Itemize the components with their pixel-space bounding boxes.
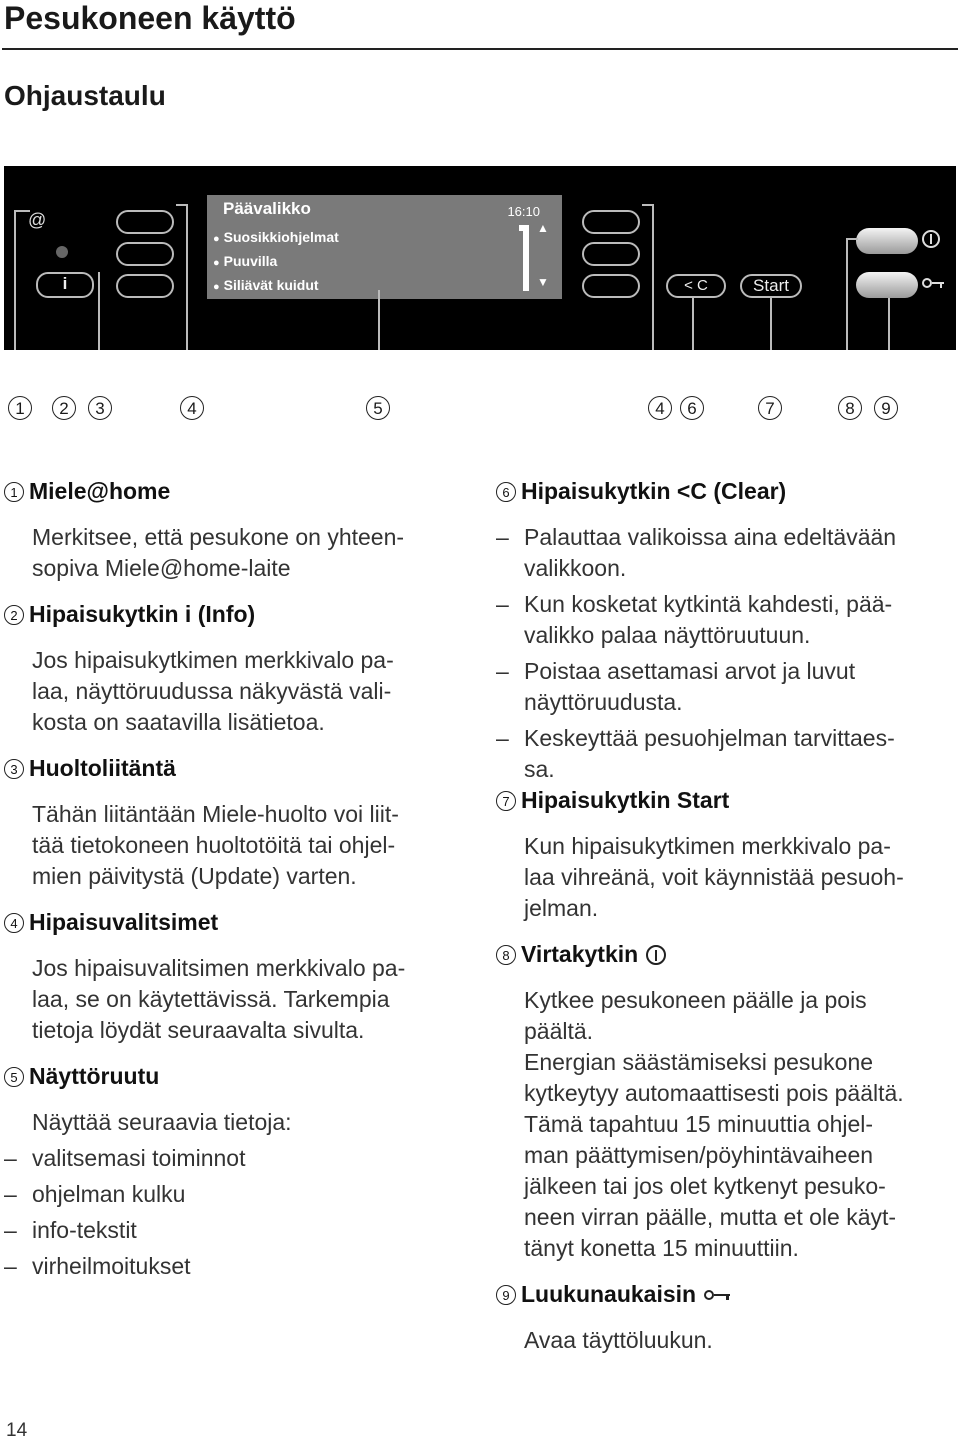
scrollbar-track <box>523 229 529 291</box>
selector-button-right-3[interactable] <box>582 274 640 298</box>
item-heading-7: 7 Hipaisukytkin Start <box>496 785 956 816</box>
item-heading-3: 3 Huoltoliitäntä <box>4 753 474 784</box>
selector-button-left-2[interactable] <box>116 242 174 266</box>
clear-button[interactable]: < C <box>666 274 726 298</box>
callout-6: 6 <box>680 396 704 420</box>
item-text-3: Tähän liitäntään Miele-huolto voi liit- tää tietokoneen huoltotöitä tai ohjel- mien päivitystä (Update) varten. <box>32 801 399 889</box>
callout-3: 3 <box>88 396 112 420</box>
key-icon <box>922 276 946 290</box>
callout-1: 1 <box>8 396 32 420</box>
service-port-led <box>56 246 68 258</box>
screen-menu-item: ● Suosikkiohjelmat <box>213 229 339 245</box>
scroll-up-icon: ▲ <box>537 221 549 235</box>
item-text-8: Kytkee pesukoneen päälle ja pois päältä. Energian säästämiseksi pesukone kytkeytyy automaattisesti pois päältä. Tämä tapahtuu 15 minuuttia ohjel- man päättymisen/pöyhintävaiheen jälkeen tai jos olet kytkenyt pesuko- neen virran päälle, mutta et ole käyt- tänyt konetta 15 minuuttiin. <box>524 987 904 1261</box>
title-rule <box>2 48 958 50</box>
page-number: 14 <box>6 1420 28 1441</box>
item-list-6: – Palauttaa valikoissa aina edeltävään valikkoon. – Kun kosketat kytkintä kahdesti, pää- valikko palaa näyttöruutuun. – Poistaa asettamasi arvot ja luvut näyttöruudusta. – Keskeyttää pesuohjelman tarvittaes- sa. <box>496 522 956 785</box>
item-heading-2: 2 Hipaisukytkin i (Info) <box>4 599 474 630</box>
power-button[interactable] <box>856 228 918 254</box>
item-heading-1: 1 Miele@home <box>4 476 474 507</box>
item-text-7: Kun hipaisukytkimen merkkivalo pa- laa vihreänä, voit käynnistää pesuoh- jelman. <box>524 833 904 921</box>
key-icon <box>704 1288 734 1302</box>
screen-menu-item: ● Siliävät kuidut <box>213 277 319 293</box>
selector-button-right-1[interactable] <box>582 210 640 234</box>
item-text-1: Merkitsee, että pesukone on yhteen- sopiva Miele@home-laite <box>32 524 405 581</box>
selector-button-left-3[interactable] <box>116 274 174 298</box>
display-screen <box>207 195 562 299</box>
callout-9: 9 <box>874 396 898 420</box>
callout-4b: 4 <box>648 396 672 420</box>
section-title: Ohjaustaulu <box>4 80 166 111</box>
screen-time: 16:10 <box>507 204 540 219</box>
callout-8: 8 <box>838 396 862 420</box>
item-heading-8: 8 Virtakytkin <box>496 939 956 970</box>
miele-home-icon: @ <box>28 210 47 230</box>
item-text-9: Avaa täyttöluukun. <box>524 1327 713 1353</box>
item-text-4: Jos hipaisuvalitsimen merkkivalo pa- laa, se on käytettävissä. Tarkempia tietoja löydät seuraavalta sivulta. <box>32 955 406 1043</box>
info-button[interactable]: i <box>36 272 94 298</box>
callout-4: 4 <box>180 396 204 420</box>
selector-button-right-2[interactable] <box>582 242 640 266</box>
door-release-button[interactable] <box>856 272 918 298</box>
callout-7: 7 <box>758 396 782 420</box>
item-heading-5: 5 Näyttöruutu <box>4 1061 474 1092</box>
screen-menu-item: ● Puuvilla <box>213 253 277 269</box>
power-icon <box>922 230 940 248</box>
scroll-down-icon: ▼ <box>537 275 549 289</box>
item-text-2: Jos hipaisukytkimen merkkivalo pa- laa, näyttöruudussa näkyvästä vali- kosta on saatavilla lisätietoa. <box>32 647 394 735</box>
item-heading-6: 6 Hipaisukytkin <C (Clear) <box>496 476 956 507</box>
item-list-5: – valitsemasi toiminnot – ohjelman kulku – info-tekstit – virheilmoitukset <box>4 1143 474 1282</box>
callout-5: 5 <box>366 396 390 420</box>
screen-title: Päävalikko <box>223 199 311 218</box>
power-icon <box>646 945 666 965</box>
start-button[interactable]: Start <box>740 274 802 298</box>
left-column <box>4 476 474 1282</box>
item-heading-4: 4 Hipaisuvalitsimet <box>4 907 474 938</box>
selector-button-left-1[interactable] <box>116 210 174 234</box>
right-column <box>496 476 956 1356</box>
item-text-5: Näyttää seuraavia tietoja: <box>32 1109 292 1135</box>
item-heading-9: 9 Luukunaukaisin <box>496 1279 956 1310</box>
callout-2: 2 <box>52 396 76 420</box>
page-title: Pesukoneen käyttö <box>4 0 296 36</box>
control-panel-illustration <box>4 166 956 350</box>
